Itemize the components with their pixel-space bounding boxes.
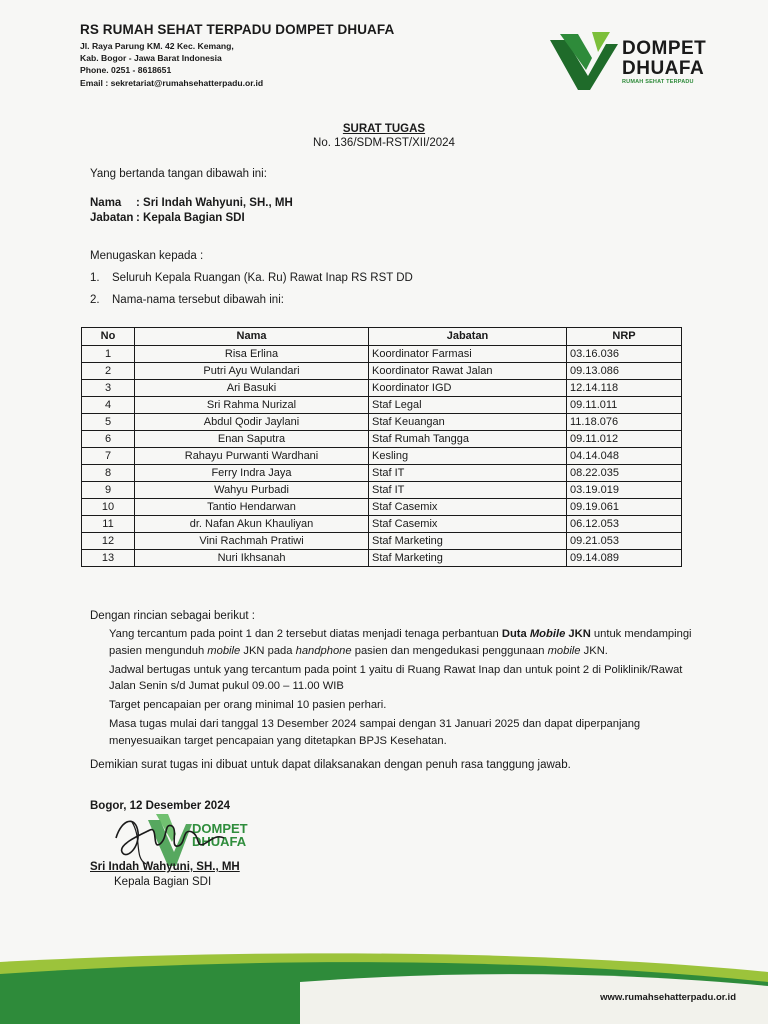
- cell-nama: Putri Ayu Wulandari: [135, 363, 369, 380]
- cell-no: 7: [82, 448, 135, 465]
- item-2-text: Nama-nama tersebut dibawah ini:: [112, 294, 284, 306]
- header-nrp: NRP: [567, 328, 682, 346]
- cell-nama: Ferry Indra Jaya: [135, 465, 369, 482]
- detail-text-bold: JKN: [565, 628, 591, 640]
- detail-text: Yang tercantum pada point 1 dan 2 tersebut diatas menjadi tenaga perbantuan: [109, 628, 502, 640]
- cell-nama: Wahyu Purbadi: [135, 482, 369, 499]
- footer-band: [0, 948, 768, 1024]
- cell-nrp: 09.14.089: [567, 550, 682, 567]
- table-row: [82, 431, 682, 448]
- table-row: [82, 380, 682, 397]
- item-number: 1.: [90, 272, 100, 284]
- table-row: [82, 550, 682, 567]
- cell-nrp: 09.21.053: [567, 533, 682, 550]
- letter-title: SURAT TUGAS: [342, 123, 426, 135]
- cell-nama: dr. Nafan Akun Khauliyan: [135, 516, 369, 533]
- detail-text-italic: mobile: [547, 644, 581, 657]
- table-row: [82, 346, 682, 363]
- detail-paragraph-2: Jadwal bertugas untuk yang tercantum pada point 1 yaitu di Ruang Rawat Inap dan untuk point 2 di Poliklinik/Rawat Jalan Senin s/d Jumat pukul 09.00 – 11.00 WIB: [109, 663, 683, 693]
- cell-nrp: 04.14.048: [567, 448, 682, 465]
- table-row: [82, 414, 682, 431]
- details-paragraphs: [109, 626, 709, 752]
- jabatan-value: : Kepala Bagian SDI: [136, 212, 245, 224]
- detail-text-bold-italic: Mobile: [529, 628, 566, 640]
- table-row: [82, 397, 682, 414]
- cell-nrp: 06.12.053: [567, 516, 682, 533]
- cell-nama: Rahayu Purwanti Wardhani: [135, 448, 369, 465]
- logo-word-dompet: DOMPET: [622, 38, 707, 59]
- letter-number: No. 136/SDM-RST/XII/2024: [313, 137, 455, 149]
- table-row: [82, 363, 682, 380]
- detail-text: JKN pada: [240, 644, 296, 657]
- table-row: [82, 516, 682, 533]
- assign-text: Menugaskan kepada :: [90, 250, 204, 262]
- header-no: No: [82, 328, 135, 346]
- detail-text-italic: handphone: [295, 644, 352, 657]
- cell-nama: Vini Rachmah Pratiwi: [135, 533, 369, 550]
- cell-no: 4: [82, 397, 135, 414]
- logo-word-dhuafa: DHUAFA: [622, 58, 705, 79]
- cell-nrp: 03.19.019: [567, 482, 682, 499]
- detail-text: untuk mendampingi pasien mengunduh: [109, 628, 692, 657]
- cell-nama: Nuri Ikhsanah: [135, 550, 369, 567]
- closing-text: Demikian surat tugas ini dibuat untuk dapat dilaksanakan dengan penuh rasa tanggung jawab.: [90, 759, 571, 771]
- jabatan-label: Jabatan: [90, 212, 134, 224]
- cell-jabatan: Staf Marketing: [369, 550, 567, 567]
- email-line: Email : sekretariat@rumahsehatterpadu.or.id: [80, 77, 264, 88]
- detail-paragraph-1: [109, 626, 709, 660]
- table-row: [82, 448, 682, 465]
- cell-no: 2: [82, 363, 135, 380]
- detail-text: pasien dan mengedukasi penggunaan: [351, 644, 548, 657]
- detail-text: JKN.: [580, 644, 608, 657]
- signatory-name: Sri Indah Wahyuni, SH., MH: [90, 861, 240, 873]
- phone-line: Phone. 0251 - 8618651: [80, 65, 172, 76]
- cell-jabatan: Staf IT: [369, 465, 567, 482]
- intro-text: Yang bertanda tangan dibawah ini:: [90, 168, 267, 180]
- cell-jabatan: Staf Keuangan: [369, 414, 567, 431]
- cell-nama: Ari Basuki: [135, 380, 369, 397]
- signature-place-date: Bogor, 12 Desember 2024: [90, 800, 230, 812]
- cell-nrp: 09.19.061: [567, 499, 682, 516]
- cell-jabatan: Staf Marketing: [369, 533, 567, 550]
- cell-no: 12: [82, 533, 135, 550]
- cell-jabatan: Koordinator IGD: [369, 380, 567, 397]
- cell-nama: Enan Saputra: [135, 431, 369, 448]
- footer-website: www.rumahsehatterpadu.or.id: [600, 992, 736, 1003]
- cell-nama: Sri Rahma Nurizal: [135, 397, 369, 414]
- detail-text-bold: Duta: [501, 628, 530, 640]
- table-row: [82, 465, 682, 482]
- item-1-text: Seluruh Kepala Ruangan (Ka. Ru) Rawat Inap RS RST DD: [112, 272, 413, 284]
- cell-no: 6: [82, 431, 135, 448]
- cell-nrp: 11.18.076: [567, 414, 682, 431]
- item-number: 2.: [90, 294, 100, 306]
- signatory-title: Kepala Bagian SDI: [114, 876, 212, 888]
- table-row: [82, 482, 682, 499]
- address-line: Jl. Raya Parung KM. 42 Kec. Kemang,: [80, 41, 234, 51]
- header-nama: Nama: [135, 328, 369, 346]
- cell-nama: Risa Erlina: [135, 346, 369, 363]
- cell-jabatan: Koordinator Farmasi: [369, 346, 567, 363]
- cell-jabatan: Koordinator Rawat Jalan: [369, 363, 567, 380]
- cell-nrp: 09.11.012: [567, 431, 682, 448]
- cell-nama: Tantio Hendarwan: [135, 499, 369, 516]
- cell-nrp: 08.22.035: [567, 465, 682, 482]
- cell-jabatan: Staf Casemix: [369, 516, 567, 533]
- header-jabatan: Jabatan: [369, 328, 567, 346]
- nama-label: Nama: [90, 197, 122, 209]
- cell-no: 11: [82, 516, 135, 533]
- cell-jabatan: Staf Casemix: [369, 499, 567, 516]
- cell-nrp: 09.13.086: [567, 363, 682, 380]
- cell-nama: Abdul Qodir Jaylani: [135, 414, 369, 431]
- cell-nrp: 09.11.011: [567, 397, 682, 414]
- table-row: [82, 499, 682, 516]
- dompet-dhuafa-logo: [548, 30, 720, 94]
- stamp-word-dhuafa: DHUAFA: [192, 834, 247, 849]
- table-row: [82, 533, 682, 550]
- cell-no: 9: [82, 482, 135, 499]
- org-name: RS RUMAH SEHAT TERPADU DOMPET DHUAFA: [80, 22, 395, 37]
- cell-no: 5: [82, 414, 135, 431]
- table-header-row: [82, 328, 682, 346]
- logo-subtitle: RUMAH SEHAT TERPADU: [622, 79, 694, 85]
- address-line: Kab. Bogor - Jawa Barat Indonesia: [80, 53, 222, 64]
- cell-jabatan: Staf Legal: [369, 397, 567, 414]
- cell-jabatan: Staf Rumah Tangga: [369, 431, 567, 448]
- detail-paragraph-3: Target pencapaian per orang minimal 10 pasien perhari.: [109, 699, 387, 712]
- cell-jabatan: Kesling: [369, 448, 567, 465]
- details-heading: Dengan rincian sebagai berikut :: [90, 610, 255, 622]
- cell-nrp: 12.14.118: [567, 380, 682, 397]
- detail-text-italic: mobile: [207, 644, 241, 657]
- cell-jabatan: Staf IT: [369, 482, 567, 499]
- nama-value: : Sri Indah Wahyuni, SH., MH: [136, 197, 293, 209]
- cell-no: 10: [82, 499, 135, 516]
- cell-no: 8: [82, 465, 135, 482]
- cell-no: 3: [82, 380, 135, 397]
- logo-mark-icon: [548, 30, 620, 92]
- cell-no: 1: [82, 346, 135, 363]
- stamp-word-dompet: DOMPET: [192, 821, 248, 836]
- letterhead: [80, 22, 394, 89]
- detail-paragraph-4: Masa tugas mulai dari tanggal 13 Desember 2024 sampai dengan 31 Januari 2025 dan dapat diperpanjang menyesuaikan target pencapaian yang ditetapkan BPJS Kesehatan.: [109, 717, 641, 747]
- cell-no: 13: [82, 550, 135, 567]
- cell-nrp: 03.16.036: [567, 346, 682, 363]
- staff-table: [81, 327, 682, 567]
